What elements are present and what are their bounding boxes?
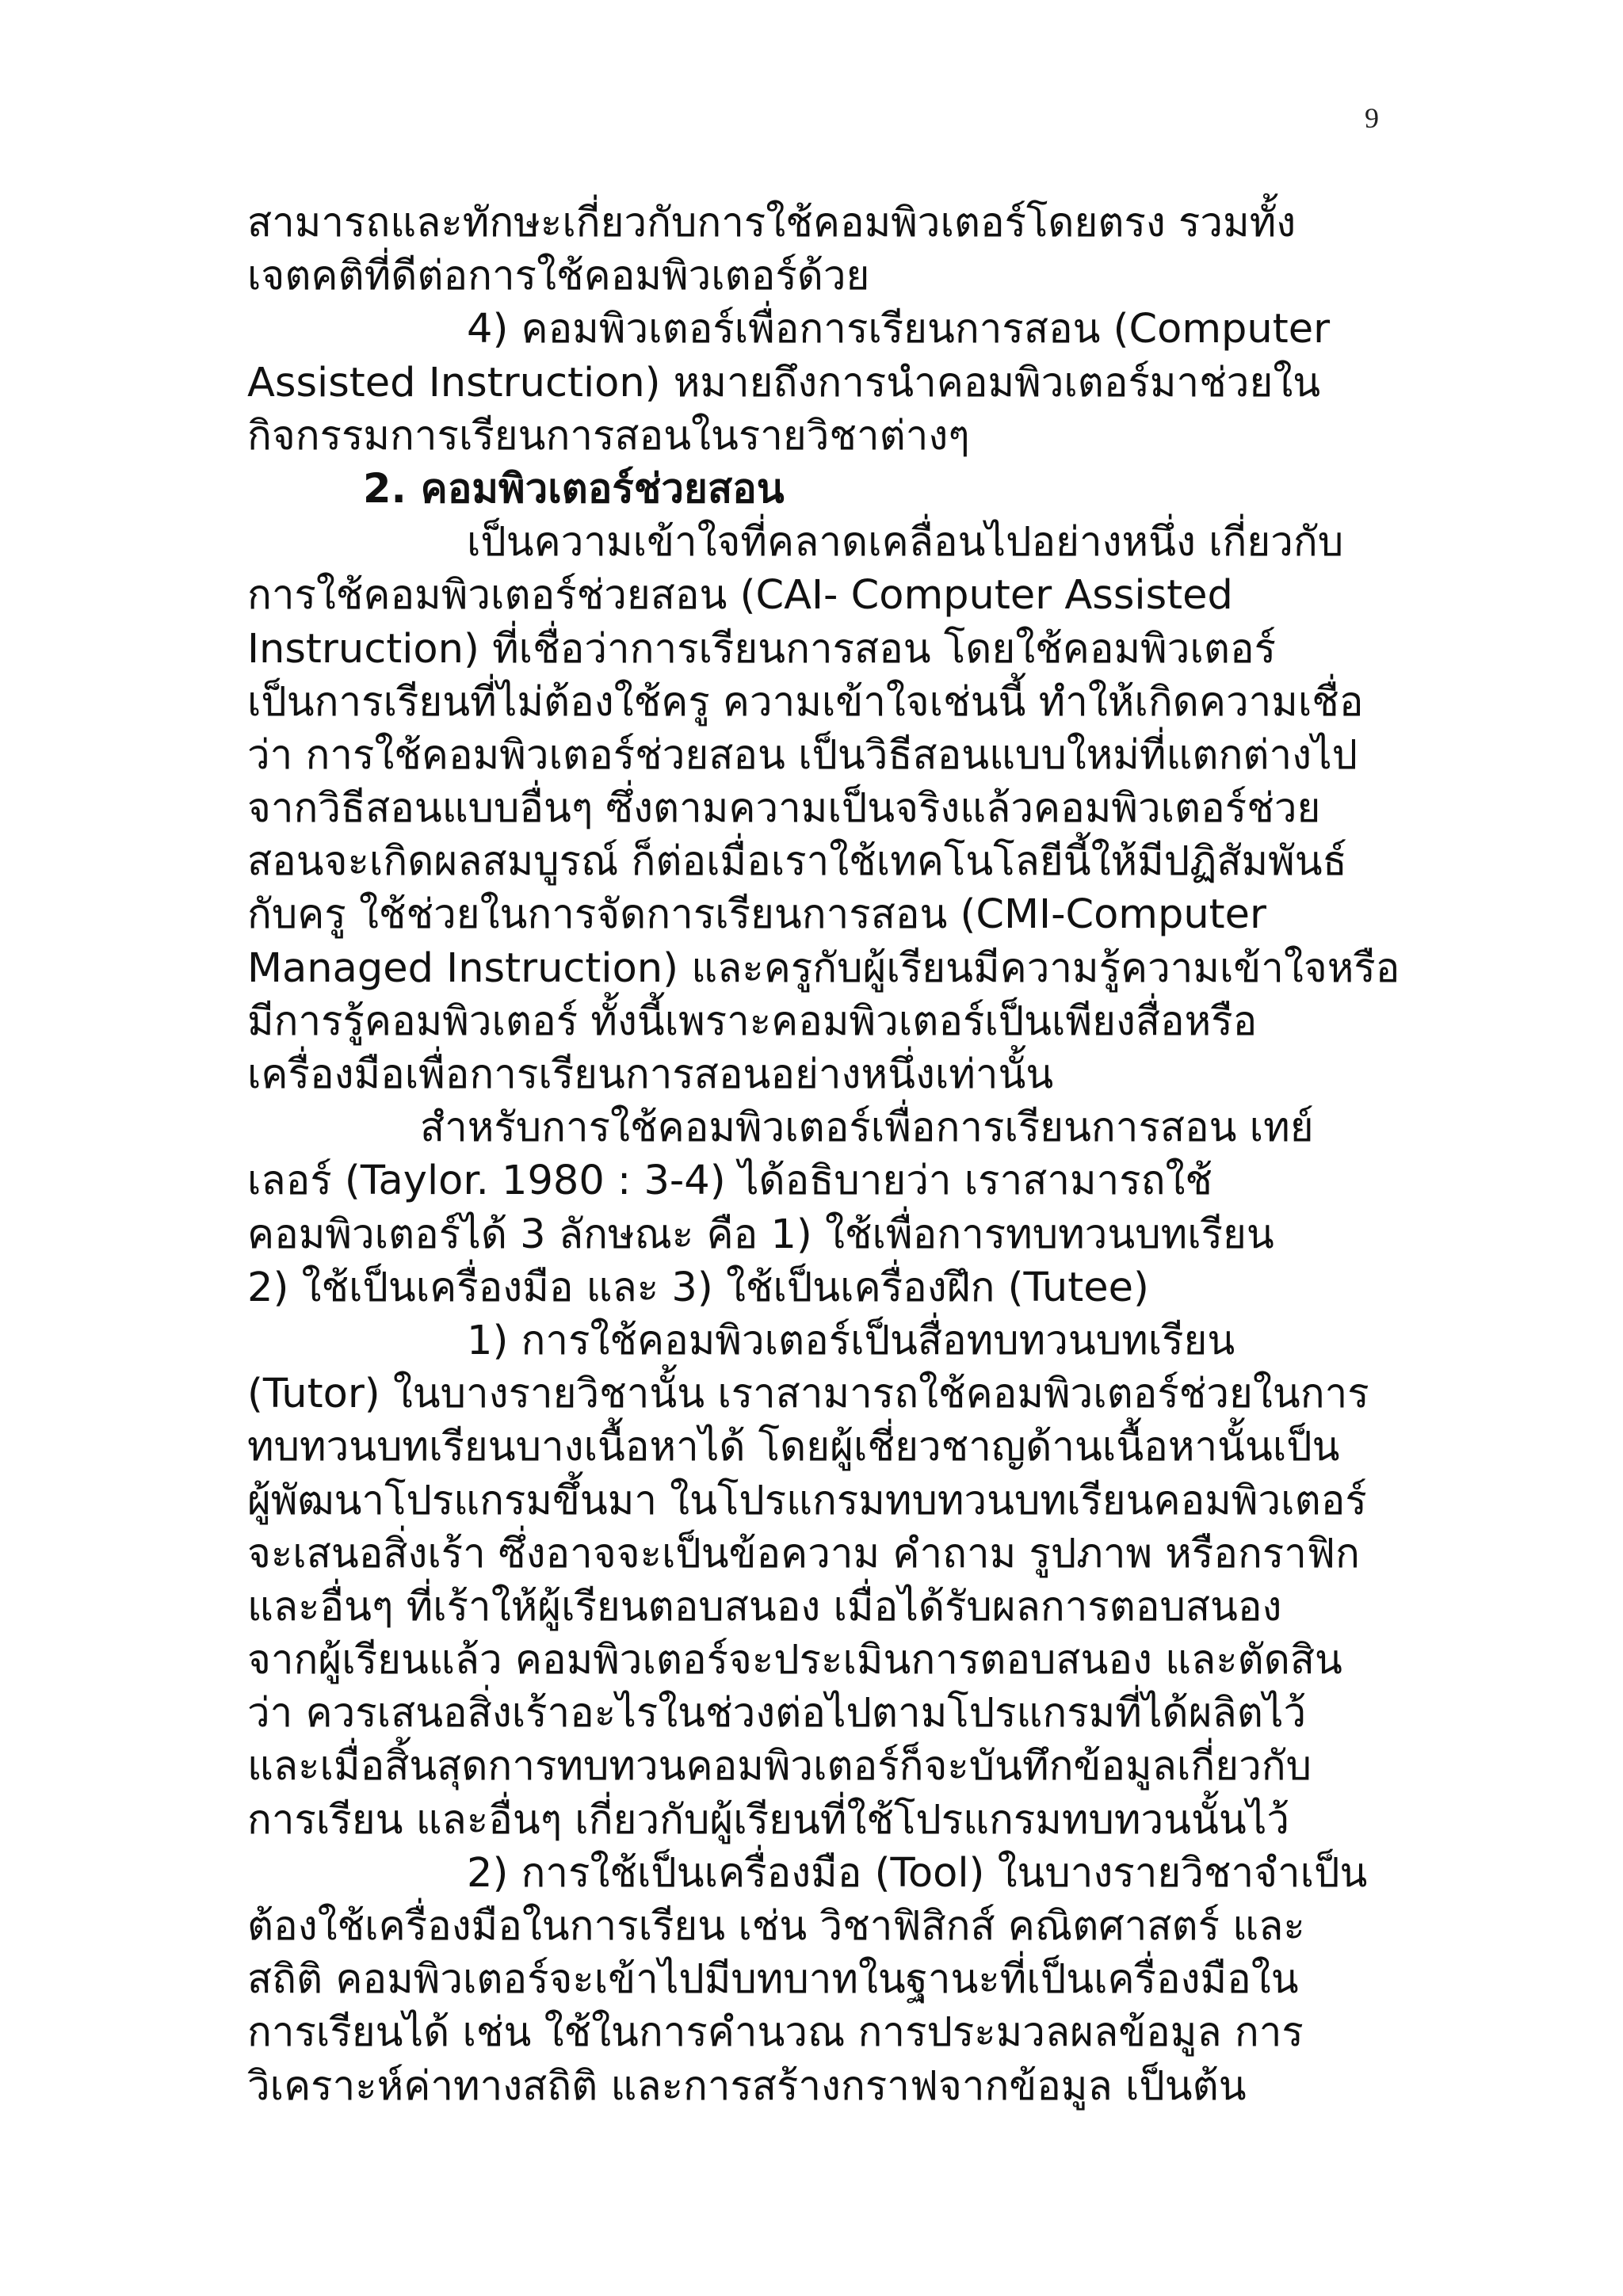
text-line: วิเคราะห์ค่าทางสถิติ และการสร้างกราฟจากข้อมูล เป็นต้น xyxy=(247,2062,1247,2110)
text-line: จากวิธีสอนแบบอื่นๆ ซึ่งตามความเป็นจริงแล้วคอมพิวเตอร์ช่วย xyxy=(247,785,1321,833)
list-item-2-intro: 2) การใช้เป็นเครื่องมือ (Tool) ในบางรายวิชาจำเป็น xyxy=(467,1849,1368,1897)
section-heading: 2. คอมพิวเตอร์ช่วยสอน xyxy=(363,465,785,513)
text-line: กับครู ใช้ช่วยในการจัดการเรียนการสอน (CMI-Computer xyxy=(247,891,1267,939)
text-line: เจตคติที่ดีต่อการใช้คอมพิวเตอร์ด้วย xyxy=(247,253,870,300)
text-line: การใช้คอมพิวเตอร์ช่วยสอน (CAI- Computer Assisted xyxy=(247,572,1233,620)
text-line: 2) ใช้เป็นเครื่องมือ และ 3) ใช้เป็นเครื่องฝึก (Tutee) xyxy=(247,1264,1149,1311)
text-line: เครื่องมือเพื่อการเรียนการสอนอย่างหนึ่งเท่านั้น xyxy=(247,1051,1054,1098)
paragraph-start: สำหรับการใช้คอมพิวเตอร์เพื่อการเรียนการสอน เทย์ xyxy=(420,1104,1314,1152)
text-line: ว่า ควรเสนอสิ่งเร้าอะไรในช่วงต่อไปตามโปรแกรมที่ได้ผลิตไว้ xyxy=(247,1690,1307,1737)
text-line: สถิติ คอมพิวเตอร์จะเข้าไปมีบทบาทในฐานะที่เป็นเครื่องมือใน xyxy=(247,1956,1299,2004)
text-line: การเรียนได้ เช่น ใช้ในการคำนวณ การประมวลผลข้อมูล การ xyxy=(247,2009,1304,2057)
text-line: และอื่นๆ ที่เร้าให้ผู้เรียนตอบสนอง เมื่อได้รับผลการตอบสนอง xyxy=(247,1583,1282,1630)
text-line: จากผู้เรียนแล้ว คอมพิวเตอร์จะประเมินการตอบสนอง และตัดสิน xyxy=(247,1637,1342,1684)
text-line: ว่า การใช้คอมพิวเตอร์ช่วยสอน เป็นวิธีสอนแบบใหม่ที่แตกต่างไป xyxy=(247,731,1358,779)
text-line: การเรียน และอื่นๆ เกี่ยวกับผู้เรียนที่ใช้โปรแกรมทบทวนนั้นไว้ xyxy=(247,1796,1290,1844)
list-item-1-intro: 1) การใช้คอมพิวเตอร์เป็นสื่อทบทวนบทเรียน xyxy=(467,1317,1235,1364)
text-line: เป็นการเรียนที่ไม่ต้องใช้ครู ความเข้าใจเช่นนี้ ทำให้เกิดความเชื่อ xyxy=(247,678,1364,726)
text-line: มีการรู้คอมพิวเตอร์ ทั้งนี้เพราะคอมพิวเตอร์เป็นเพียงสื่อหรือ xyxy=(247,997,1258,1045)
text-line: และเมื่อสิ้นสุดการทบทวนคอมพิวเตอร์ก็จะบันทึกข้อมูลเกี่ยวกับ xyxy=(247,1743,1312,1791)
page-number: 9 xyxy=(1365,102,1379,134)
text-line: Assisted Instruction) หมายถึงการนำคอมพิวเตอร์มาช่วยใน xyxy=(247,359,1321,406)
text-line: (Tutor) ในบางรายวิชานั้น เราสามารถใช้คอมพิวเตอร์ช่วยในการ xyxy=(247,1371,1369,1418)
text-line: สอนจะเกิดผลสมบูรณ์ ก็ต่อเมื่อเราใช้เทคโนโลยีนี้ให้มีปฏิสัมพันธ์ xyxy=(247,838,1347,886)
text-line: กิจกรรมการเรียนการสอนในรายวิชาต่างๆ xyxy=(247,412,970,460)
text-line: เลอร์ (Taylor. 1980 : 3-4) ได้อธิบายว่า เราสามารถใช้ xyxy=(247,1158,1213,1205)
text-line: Instruction) ที่เชื่อว่าการเรียนการสอน โดยใช้คอมพิวเตอร์ xyxy=(247,625,1276,673)
paragraph-start: เป็นความเข้าใจที่คลาดเคลื่อนไปอย่างหนึ่ง เกี่ยวกับ xyxy=(467,519,1344,566)
text-line: ทบทวนบทเรียนบางเนื้อหาได้ โดยผู้เชี่ยวชาญด้านเนื้อหานั้นเป็น xyxy=(247,1424,1340,1471)
text-line: ต้องใช้เครื่องมือในการเรียน เช่น วิชาฟิสิกส์ คณิตศาสตร์ และ xyxy=(247,1903,1305,1950)
text-line: ผู้พัฒนาโปรแกรมขึ้นมา ในโปรแกรมทบทวนบทเรียนคอมพิวเตอร์ xyxy=(247,1477,1367,1524)
text-line: สามารถและทักษะเกี่ยวกับการใช้คอมพิวเตอร์โดยตรง รวมทั้ง xyxy=(247,200,1296,246)
text-line: จะเสนอสิ่งเร้า ซึ่งอาจจะเป็นข้อความ คำถาม รูปภาพ หรือกราฟิก xyxy=(247,1530,1360,1577)
text-line: คอมพิวเตอร์ได้ 3 ลักษณะ คือ 1) ใช้เพื่อการทบทวนบทเรียน xyxy=(247,1211,1274,1258)
text-line: Managed Instruction) และครูกับผู้เรียนมีความรู้ความเข้าใจหรือ xyxy=(247,944,1400,992)
document-body xyxy=(247,196,1400,2113)
list-item-4-intro: 4) คอมพิวเตอร์เพื่อการเรียนการสอน (Computer xyxy=(467,306,1331,353)
